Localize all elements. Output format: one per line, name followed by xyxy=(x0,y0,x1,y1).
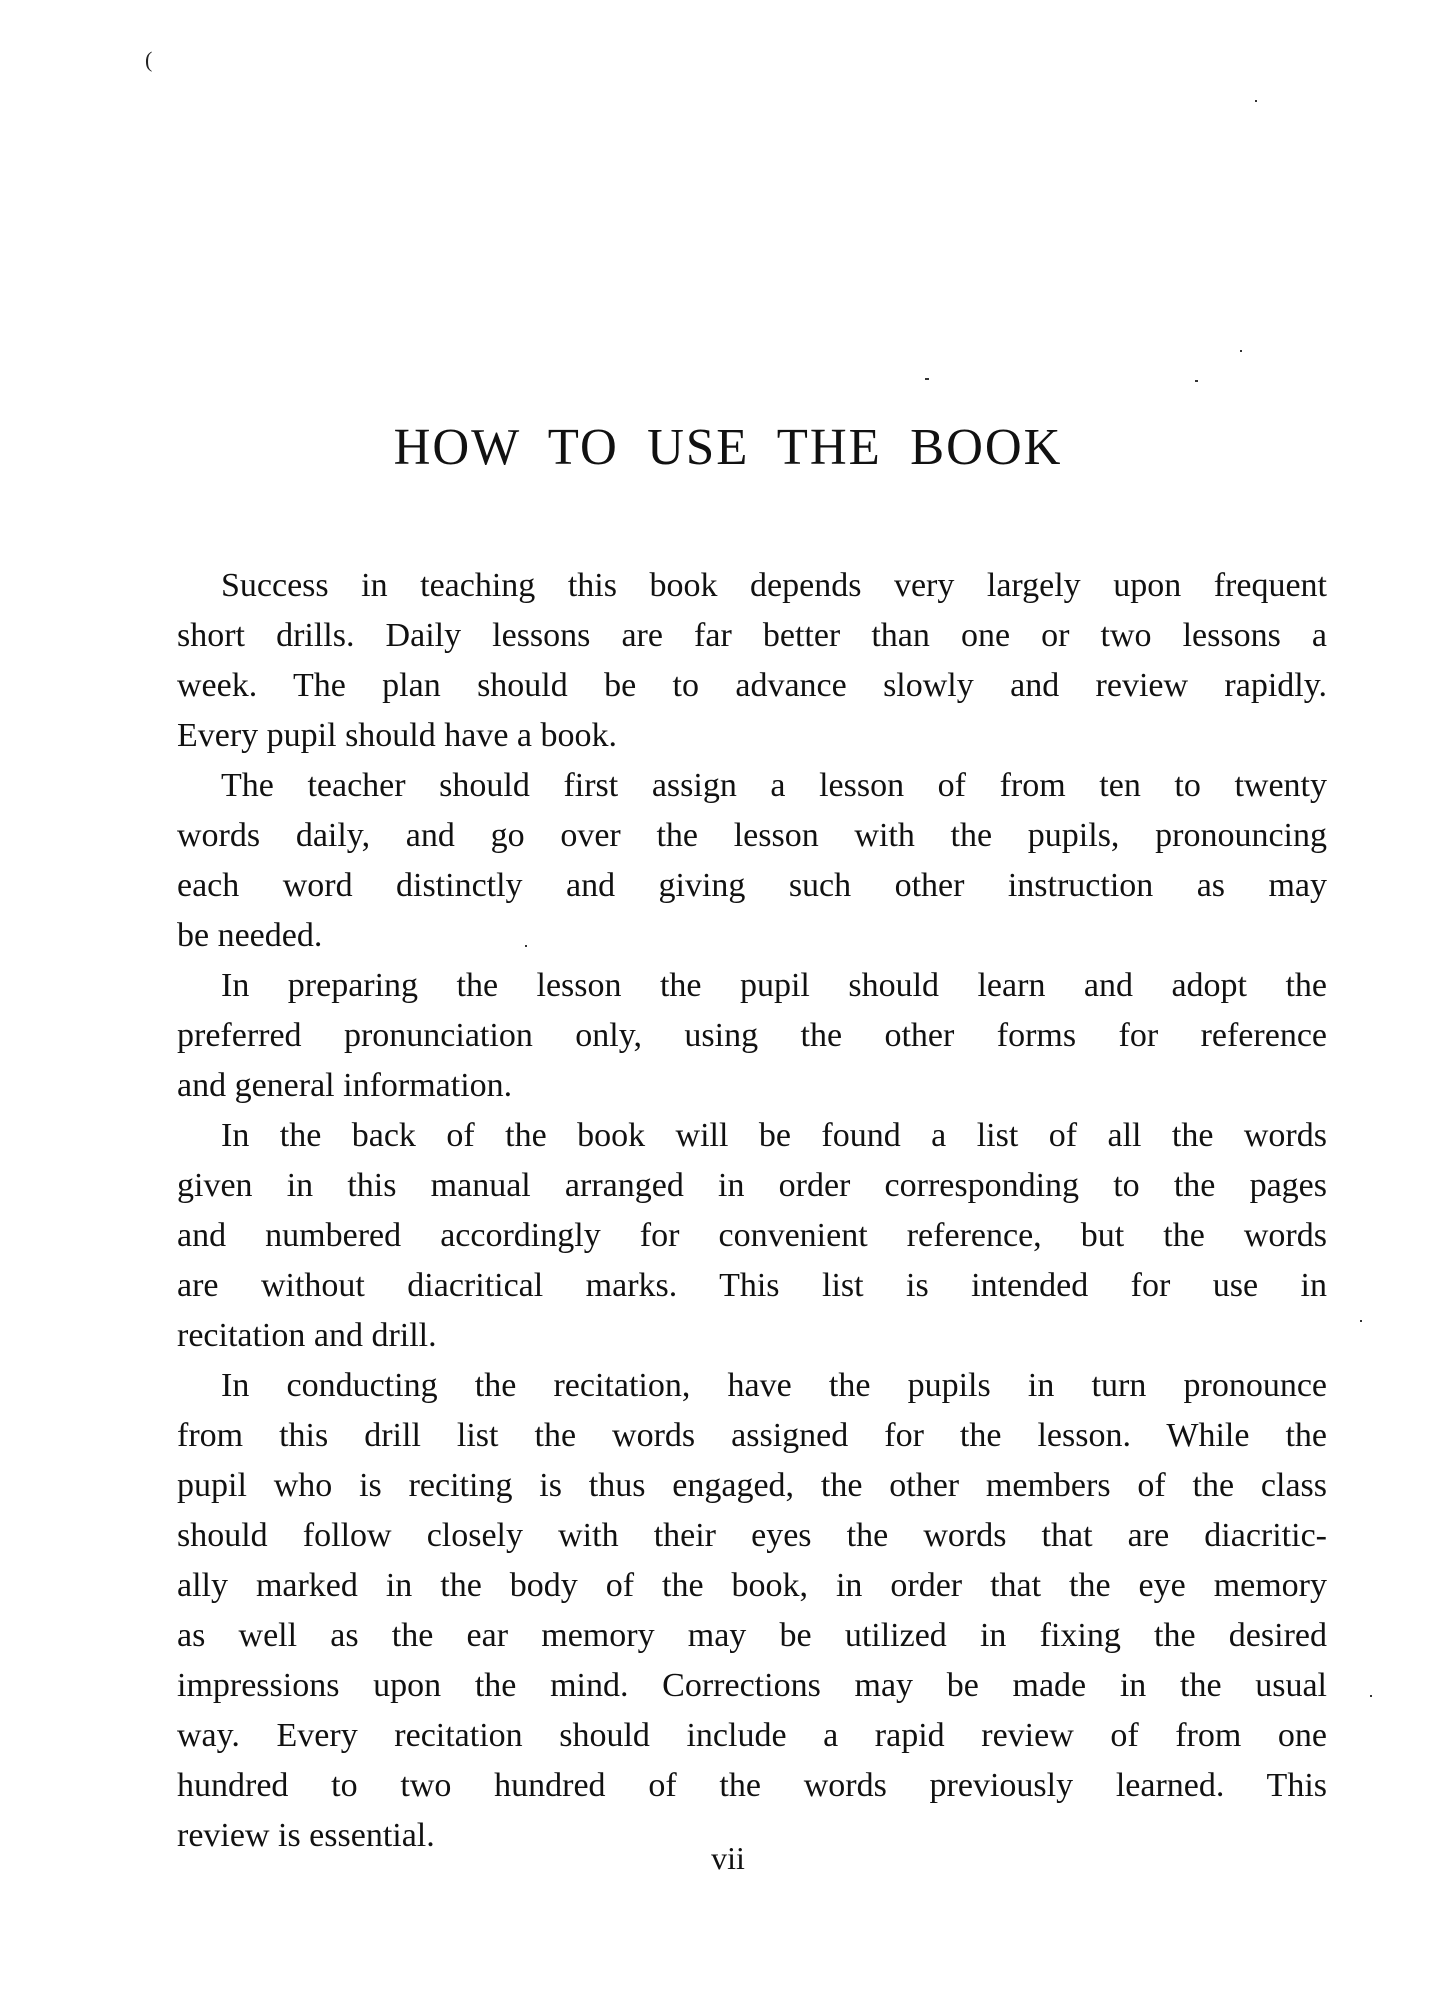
text-line: be needed. xyxy=(177,917,323,954)
page-number: vii xyxy=(711,1840,745,1876)
text-line: as well as the ear memory may be utilized in fixing the desired xyxy=(177,1617,1327,1654)
text-line: from this drill list the words assigned for the lesson. While the xyxy=(177,1417,1327,1454)
paragraph-4 xyxy=(133,1111,1327,1361)
text-line: pupil who is reciting is thus engaged, the other members of the class xyxy=(177,1467,1327,1504)
text-line: hundred to two hundred of the words previously learned. This xyxy=(177,1767,1327,1804)
text-line: The teacher should first assign a lesson of from ten to twenty xyxy=(221,767,1327,804)
scan-speck xyxy=(1360,1320,1362,1322)
text-line: way. Every recitation should include a rapid review of from one xyxy=(177,1717,1327,1754)
body-text xyxy=(133,561,1327,1861)
paragraph-2 xyxy=(133,761,1327,961)
text-line: In preparing the lesson the pupil should learn and adopt the xyxy=(221,967,1327,1004)
text-line: impressions upon the mind. Corrections may be made in the usual xyxy=(177,1667,1327,1704)
text-line: Every pupil should have a book. xyxy=(177,717,618,754)
text-line: short drills. Daily lessons are far better than one or two lessons a xyxy=(177,617,1327,654)
scan-speck xyxy=(1370,1695,1372,1697)
text-line: recitation and drill. xyxy=(177,1317,437,1354)
scan-speck xyxy=(1255,100,1257,102)
text-line: Success in teaching this book depends very largely upon frequent xyxy=(221,567,1327,604)
text-line: and general information. xyxy=(177,1067,513,1104)
page-title: HOW TO USE THE BOOK xyxy=(393,419,1063,476)
paragraph-1 xyxy=(133,561,1327,761)
scan-speck xyxy=(925,378,929,380)
paragraph-3 xyxy=(133,961,1327,1111)
text-line: given in this manual arranged in order corresponding to the pages xyxy=(177,1167,1327,1204)
text-line: review is essential. xyxy=(177,1817,435,1854)
scan-speck xyxy=(525,945,527,947)
text-line: words daily, and go over the lesson with the pupils, pronouncing xyxy=(177,817,1327,854)
text-line: should follow closely with their eyes the words that are diacritic- xyxy=(177,1517,1327,1554)
text-line: preferred pronunciation only, using the other forms for reference xyxy=(177,1017,1327,1054)
margin-mark: ( xyxy=(145,47,153,72)
paragraph-5 xyxy=(133,1361,1327,1861)
text-line: ally marked in the body of the book, in order that the eye memory xyxy=(177,1567,1327,1604)
text-line: are without diacritical marks. This list is intended for use in xyxy=(177,1267,1327,1304)
text-line: week. The plan should be to advance slowly and review rapidly. xyxy=(177,667,1327,704)
text-line: In the back of the book will be found a list of all the words xyxy=(221,1117,1327,1154)
scan-speck xyxy=(1195,380,1198,382)
text-line: each word distinctly and giving such other instruction as may xyxy=(177,867,1327,904)
text-line: and numbered accordingly for convenient reference, but the words xyxy=(177,1217,1327,1254)
text-line: In conducting the recitation, have the pupils in turn pronounce xyxy=(221,1367,1327,1404)
scan-speck xyxy=(1240,350,1242,352)
